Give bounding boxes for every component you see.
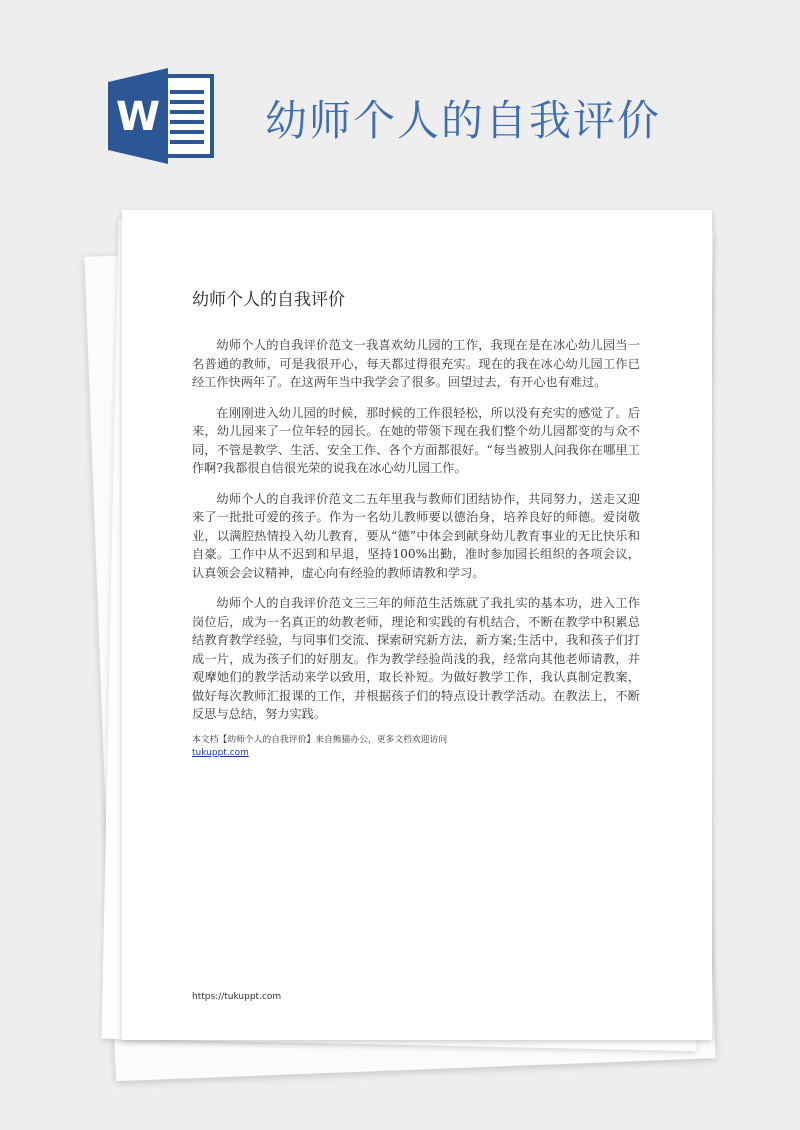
- source-note-text: 本文档【幼师个人的自我评价】来自熊猫办公，更多文档欢迎访问: [192, 734, 448, 745]
- source-link[interactable]: tukuppt.com: [192, 747, 249, 758]
- document-page: [122, 210, 712, 1040]
- paragraph-3: 幼师个人的自我评价范文二五年里我与教师们团结协作，共同努力，送走又迎来了一批批可爱的孩子。作为一名幼儿教师要以德治身，培养良好的师德。爱岗敬业，以满腔热情投入幼儿教育，要从“德”中体会到献身幼儿教育事业的无比快乐和自豪。工作中从不迟到和早退，坚持100%出勤，准时参加园长组织的各项会议，认真领会会议精神，虚心向有经验的教师请教和学习。: [192, 491, 640, 580]
- paragraph-1: 幼师个人的自我评价范文一我喜欢幼儿园的工作，我现在是在冰心幼儿园当一名普通的教师，可是我很开心，每天都过得很充实。现在的我在冰心幼儿园工作已经工作快两年了。在这两年当中我学会了很多。回望过去，有开心也有难过。: [192, 338, 640, 389]
- paragraph-4: 幼师个人的自我评价范文三三年的师范生活炼就了我扎实的基本功，进入工作岗位后，成为一名真正的幼教老师，理论和实践的有机结合，不断在教学中积累总结教育教学经验，与同事们交流、探索研究新方法，新方案;生活中，我和孩子们打成一片，成为孩子们的好朋友。作为教学经验尚浅的我，经常向其他老师请教，并观摩她们的教学活动来学以致用，取长补短。为做好教学工作，我认真制定教案，做好每次教师汇报课的工作，并根据孩子们的特点设计教学活动。在教法上，不断反思与总结，努力实践。: [192, 596, 640, 721]
- page-content: [192, 285, 640, 760]
- header-banner: [0, 0, 800, 200]
- document-heading: 幼师个人的自我评价: [192, 290, 345, 310]
- word-icon-letter: W: [115, 94, 161, 140]
- word-document-icon: [108, 68, 218, 164]
- source-note: [192, 734, 640, 760]
- banner-title: 幼师个人的自我评价: [265, 96, 662, 145]
- paragraph-2: 在刚刚进入幼儿园的时候，那时候的工作很轻松，所以没有充实的感觉了。后来，幼儿园来了一位年轻的园长。在她的带领下现在我们整个幼儿园都变的与众不同，不管是教学、生活、安全工作、各个方面都很好。“每当被别人问我你在哪里工作啊?我都很自信很光荣的说我在冰心幼儿园工作。: [192, 405, 640, 475]
- footer-url[interactable]: https://tukuppt.com: [192, 992, 282, 1002]
